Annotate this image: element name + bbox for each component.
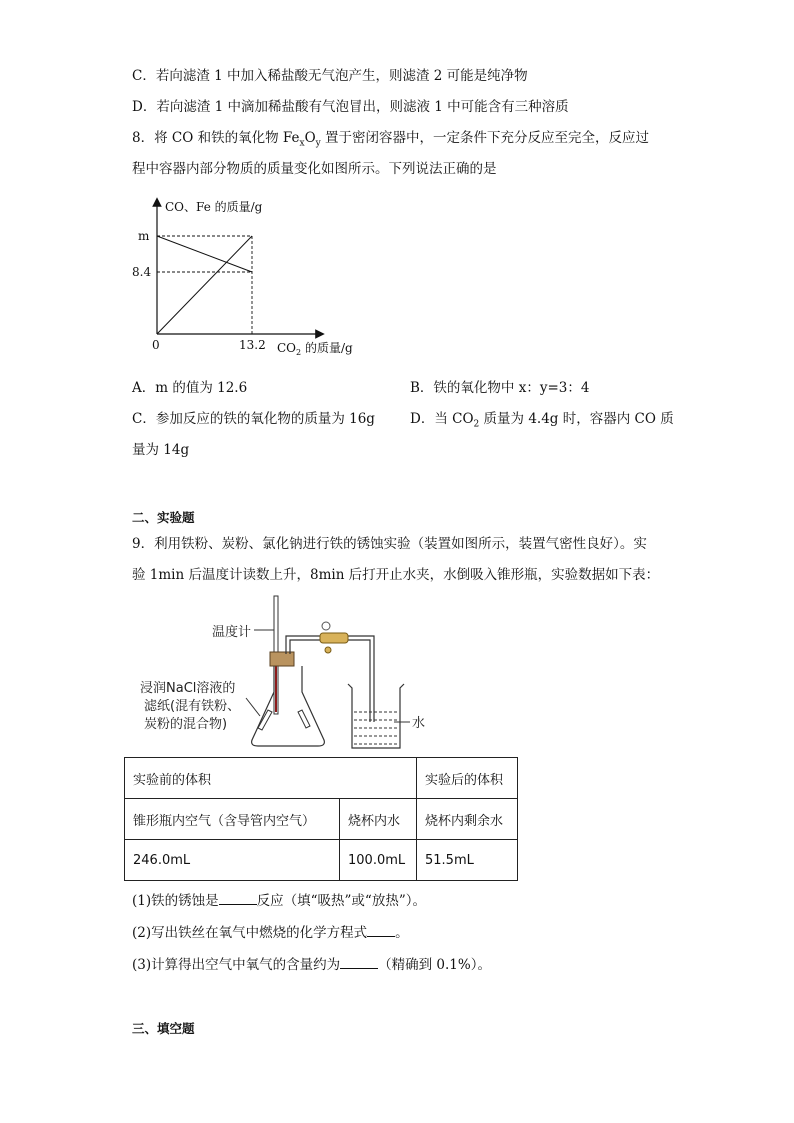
x-label-b: 的质量/g [301,341,353,355]
value-remaining-water: 51.5mL [417,840,518,881]
q7-option-c: C．若向滤渣 1 中加入稀盐酸无气泡产生，则滤渣 2 可能是纯净物 [132,68,528,84]
data-table [124,757,518,881]
q8-option-d [410,409,674,429]
q9-sub2-a: (2)写出铁丝在氧气中燃烧的化学方程式 [132,925,368,941]
q8-stem-line1 [132,128,649,148]
q9-sub3-b: （精确到 0.1%）。 [378,957,491,973]
q9-stem-line2: 验 1min 后温度计读数上升，8min 后打开止水夹，水倒吸入锥形瓶，实验数据如下表： [132,567,660,583]
q8-stem-b: 置于密闭容器中，一定条件下充分反应至完全，反应过 [320,130,650,146]
cell-flask-air: 锥形瓶内空气（含导管内空气） [125,799,340,840]
value-beaker-water: 100.0mL [340,840,417,881]
q9-stem-line1: 9．利用铁粉、炭粉、氯化钠进行铁的锈蚀实验（装置如图所示，装置气密性良好）。实 [132,536,647,552]
rubber-stopper [270,652,294,666]
paper-label-3: 炭粉的混合物) [144,717,228,732]
table-row [125,840,518,881]
section-2-heading: 二、实验题 [132,510,195,525]
q8-option-d-cont: 量为 14g [132,442,190,458]
table-row [125,799,518,840]
table-row [125,758,518,799]
x-label-sub: 2 [296,348,302,357]
q9-sub1-a: (1)铁的锈蚀是 [132,893,219,909]
answer-blank[interactable] [340,954,378,969]
thermometer-label: 温度计 [212,625,252,640]
tick-0: 0 [152,338,160,352]
apparatus-diagram [130,592,450,752]
paper-label-2: 滤纸(混有铁粉、 [144,699,241,714]
q8-option-b: B．铁的氧化物中 x：y=3：4 [410,380,590,396]
q8-stem-a: 8．将 CO 和铁的氧化物 Fe [132,130,300,146]
q8-o: O [304,130,316,146]
q8-stem-line2: 程中容器内部分物质的质量变化如图所示。下列说法正确的是 [132,161,497,177]
x-axis-label [277,340,353,357]
filter-paper-right [298,710,310,728]
q8-option-c: C．参加反应的铁的氧化物的质量为 16g [132,411,375,427]
tick-84: 8.4 [132,265,152,279]
line-fe [157,236,252,334]
q8-optd-b: 质量为 4.4g 时，容器内 CO 质 [479,411,674,427]
value-flask-air: 246.0mL [125,840,340,881]
q8-optd-a: D．当 CO [410,411,474,427]
q7-option-d: D．若向滤渣 1 中滴加稀盐酸有气泡冒出，则滤液 1 中可能含有三种溶质 [132,99,569,115]
q9-sub2 [132,922,409,943]
conical-flask [252,666,325,746]
cell-beaker-water: 烧杯内水 [340,799,417,840]
line-co [157,236,252,272]
header-before: 实验前的体积 [125,758,417,799]
mass-graph [120,190,380,365]
q8-optd-sub: 2 [473,419,480,430]
paper-label-1: 浸润NaCl溶液的 [140,681,236,696]
q9-sub1 [132,890,426,911]
x-label-a: CO [277,341,297,355]
q9-sub3 [132,954,491,975]
beaker [348,684,404,748]
q9-sub3-a: (3)计算得出空气中氧气的含量约为 [132,957,341,973]
answer-blank[interactable] [367,922,395,937]
header-after: 实验后的体积 [417,758,518,799]
q9-sub2-b: 。 [395,925,409,941]
section-3-heading: 三、填空题 [132,1021,195,1036]
water-label: 水 [412,716,426,731]
q9-sub1-b: 反应（填“吸热”或“放热”）。 [256,893,426,909]
cell-remaining-water: 烧杯内剩余水 [417,799,518,840]
y-axis-label: CO、Fe 的质量/g [165,200,263,214]
tick-m: m [138,229,150,243]
answer-blank[interactable] [219,890,257,905]
water-clamp [320,633,348,643]
q8-sub-x: x [299,138,305,149]
q8-option-a: A．m 的值为 12.6 [132,380,248,396]
q8-sub-y: y [315,138,321,149]
tick-132: 13.2 [239,338,266,352]
